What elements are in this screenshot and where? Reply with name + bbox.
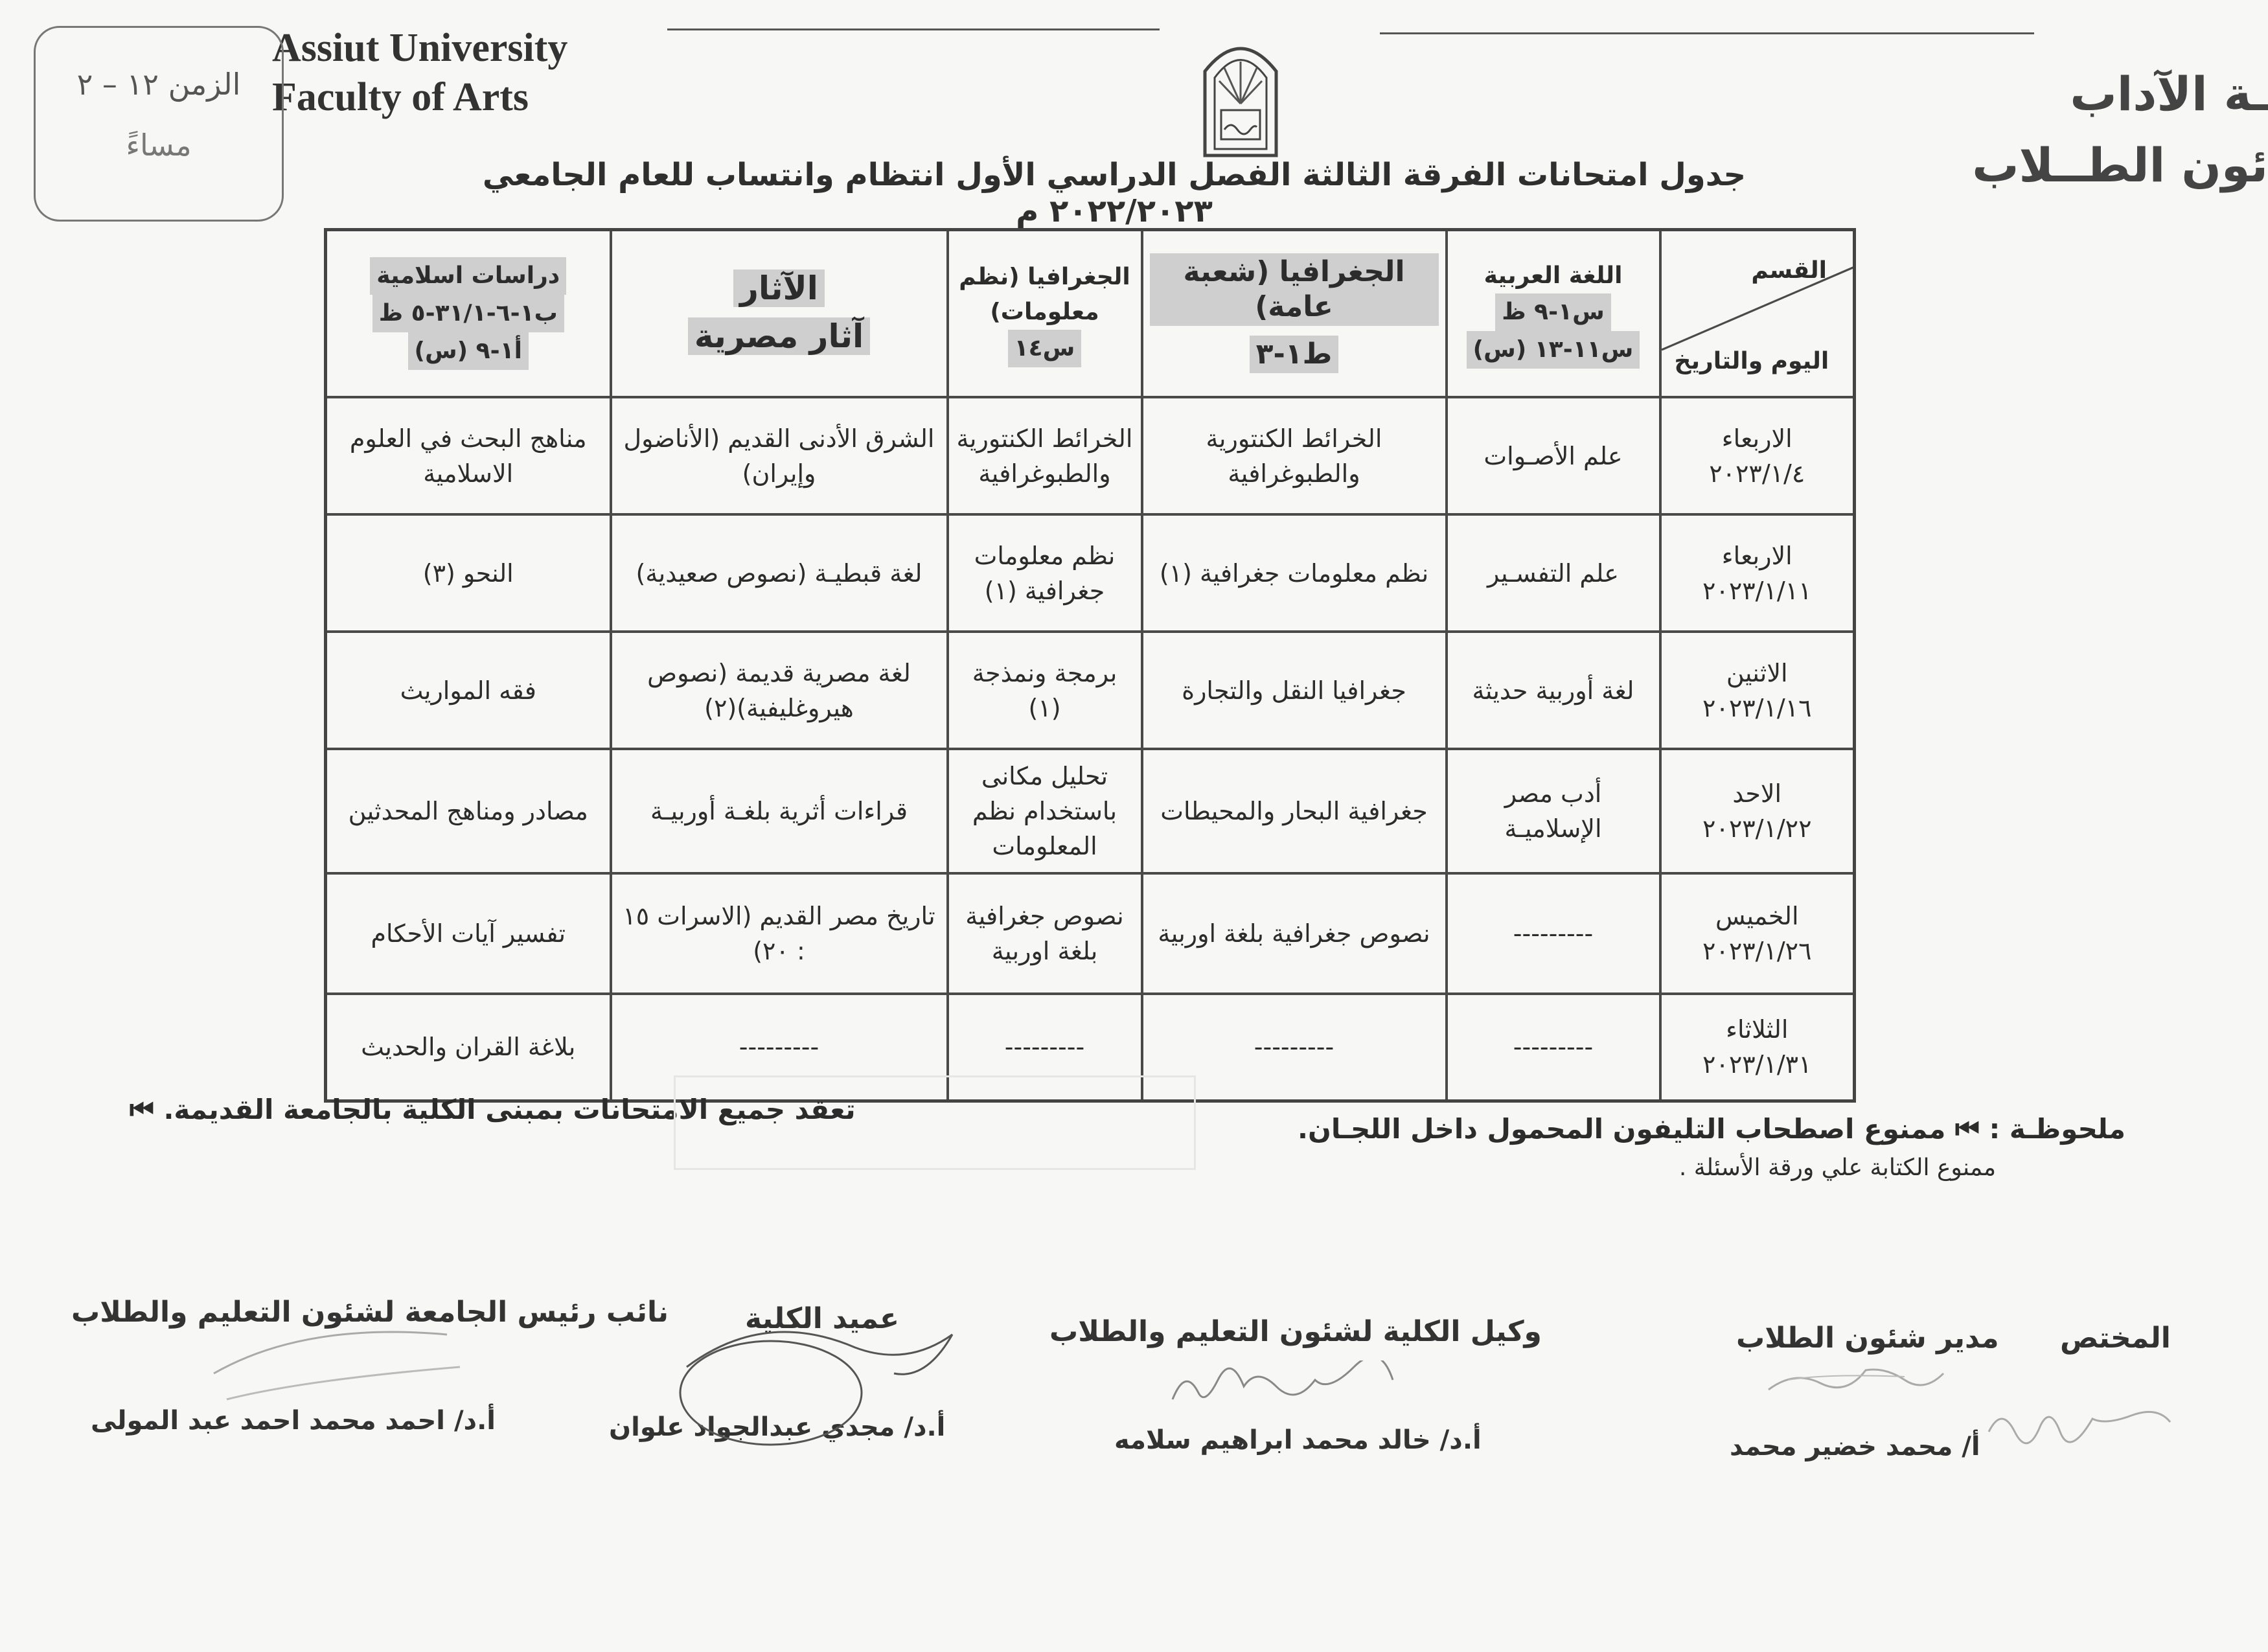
university-seal-icon: [1192, 26, 1289, 162]
exam-cell: نصوص جغرافية بلغة اوربية: [1142, 873, 1447, 994]
exam-cell: نصوص جغرافية بلغة اوربية: [948, 873, 1142, 994]
column-title: الجغرافيا (شعبة عامة): [1150, 253, 1439, 326]
signature-title-specialist: المختص: [2060, 1322, 2171, 1355]
university-line: Assiut University: [272, 26, 568, 70]
column-room: ط١-٣: [1250, 336, 1339, 373]
signature-title-dean: عميد الكلية: [745, 1302, 900, 1335]
note-writing-text: ممنوع الكتابة علي ورقة الأسئلة .: [1678, 1154, 1996, 1181]
table-row: [326, 397, 1855, 514]
exam-cell: مناهج البحث في العلوم الاسلامية: [326, 397, 611, 514]
column-subtitle: آثار مصرية: [688, 317, 870, 355]
column-room: ب١-٦-٣١/١-٥ ظ: [372, 295, 564, 332]
handwritten-signature-icon: [1982, 1393, 2177, 1451]
exam-time-box: [34, 26, 284, 222]
day-date-cell: [1660, 514, 1855, 632]
date-label: ٢٠٢٣/١/٣١: [1702, 1050, 1812, 1079]
day-label: الاثنين: [1726, 658, 1788, 687]
date-label: ٢٠٢٣/١/٢٦: [1702, 936, 1812, 965]
day-label: الاربعاء: [1721, 424, 1793, 453]
column-title: الآثار: [733, 270, 825, 307]
day-label: الثلاثاء: [1726, 1015, 1789, 1044]
corner-header-cell: [1660, 230, 1855, 398]
signature-name-student-affairs: أ/ محمد خضير محمد: [1730, 1432, 1980, 1462]
exam-schedule-table: [324, 228, 1856, 1103]
exam-cell: أدب مصر الإسلاميـة: [1447, 749, 1660, 873]
note-phone-text: ممنوع اصطحاب التليفون المحمول داخل اللجـان.: [1298, 1113, 1946, 1145]
signature-name-vice-dean: أ.د/ خالد محمد ابراهيم سلامه: [1114, 1425, 1482, 1455]
schedule-title: جدول امتحانات الفرقة الثالثة الفصل الدراسي الأول انتظام وانتساب للعام الجامعي ٢٠٢٢/٢٠٢٣ م: [482, 157, 1747, 229]
column-title: الجغرافيا (نظم: [959, 264, 1130, 291]
handwritten-signature-icon: [661, 1309, 972, 1451]
signature-title-vice-dean: وكيل الكلية لشئون التعليم والطلاب: [1049, 1315, 1542, 1348]
day-label: الخميس: [1715, 901, 1799, 930]
exam-cell: برمجة ونمذجة (١): [948, 632, 1142, 749]
signature-name-dean: أ.د/ مجدي عبدالجواد علوان: [609, 1412, 946, 1442]
exam-cell: تاريخ مصر القديم (الاسرات ١٥ : ٢٠): [611, 873, 948, 994]
faculty-arabic-line1: ـة الآداب: [2070, 67, 2268, 121]
exam-cell: علم التفسـير: [1447, 514, 1660, 632]
column-header-arabic: [1447, 230, 1660, 398]
day-date-cell: [1660, 632, 1855, 749]
exam-cell: ---------: [611, 994, 948, 1101]
column-header-islamic-studies: [326, 230, 611, 398]
university-name-english: [272, 23, 567, 122]
exam-cell: فقه المواريث: [326, 632, 611, 749]
table-row: [326, 632, 1855, 749]
note-prefix: ملحوظـة :: [1989, 1113, 2125, 1145]
exam-time-label: الزمن ١٢ – ٢: [76, 67, 241, 102]
exam-cell: لغة قبطيـة (نصوص صعيدية): [611, 514, 948, 632]
handwritten-signature-icon: [207, 1315, 479, 1412]
column-room: س١١-١٣ (س): [1467, 331, 1640, 369]
table-row: [326, 749, 1855, 873]
exam-cell: نظم معلومات جغرافية (١): [948, 514, 1142, 632]
signature-name-vice-president: أ.د/ احمد محمد احمد عبد المولى: [91, 1406, 496, 1436]
exam-cell: مصادر ومناهج المحدثين: [326, 749, 611, 873]
exam-cell: النحو (٣): [326, 514, 611, 632]
column-title: معلومات): [990, 299, 1099, 326]
day-date-cell: [1660, 873, 1855, 994]
exam-cell: ---------: [1447, 994, 1660, 1101]
day-date-cell: [1660, 994, 1855, 1101]
date-label: ٢٠٢٣/١/١٦: [1702, 693, 1812, 722]
exam-cell: الخرائط الكنتورية والطبوغرافية: [948, 397, 1142, 514]
exam-cell: لغة أوربية حديثة: [1447, 632, 1660, 749]
header-rule-left: [667, 29, 1160, 30]
column-header-geography-gis: [948, 230, 1142, 398]
note-line-writing: [1154, 1154, 1996, 1181]
exam-cell: ---------: [1447, 873, 1660, 994]
column-header-archaeology: [611, 230, 948, 398]
day-date-cell: [1660, 397, 1855, 514]
exam-cell: الخرائط الكنتورية والطبوغرافية: [1142, 397, 1447, 514]
column-title: اللغة العربية: [1483, 262, 1623, 290]
table-header-row: [326, 230, 1855, 398]
corner-bottom-label: اليوم والتاريخ: [1674, 348, 1829, 375]
faculty-arabic-line2: ئون الطــلاب: [1972, 138, 2268, 192]
exam-cell: تحليل مكانى باستخدام نظم المعلومات: [948, 749, 1142, 873]
exam-cell: ---------: [1142, 994, 1447, 1101]
day-label: الاربعاء: [1721, 541, 1793, 570]
exam-time-period: مساءً: [126, 128, 192, 163]
table-row: [326, 873, 1855, 994]
signature-title-student-affairs: مدير شئون الطلاب: [1736, 1322, 1999, 1355]
date-label: ٢٠٢٣/١/٤: [1709, 459, 1805, 488]
exam-cell: جغرافيا النقل والتجارة: [1142, 632, 1447, 749]
date-label: ٢٠٢٣/١/١١: [1702, 576, 1812, 605]
table-row: [326, 514, 1855, 632]
column-room: س١-٩ ظ: [1495, 293, 1611, 331]
header-rule-right: [1380, 32, 2034, 34]
corner-top-label: القسم: [1751, 257, 1827, 284]
signature-title-vice-president: نائب رئيس الجامعة لشئون التعليم والطلاب: [71, 1296, 669, 1329]
exam-cell: ---------: [948, 994, 1142, 1101]
handwritten-signature-icon: [1166, 1360, 1399, 1412]
column-header-geography-general: [1142, 230, 1447, 398]
exam-cell: بلاغة القران والحديث: [326, 994, 611, 1101]
date-label: ٢٠٢٣/١/٢٢: [1702, 814, 1812, 843]
exam-cell: جغرافية البحار والمحيطات: [1142, 749, 1447, 873]
faculty-arabic-header: [1905, 58, 2268, 201]
column-room: س١٤: [1008, 330, 1082, 367]
exam-cell: تفسير آيات الأحكام: [326, 873, 611, 994]
exam-cell: قراءات أثرية بلغـة أوربيـة: [611, 749, 948, 873]
exam-cell: لغة مصرية قديمة (نصوص هيروغليفية)(٢): [611, 632, 948, 749]
note-location-text: تعقد جميع الامتحانات بمبنى الكلية بالجامعة القديمة.: [163, 1094, 856, 1125]
day-label: الاحد: [1732, 779, 1782, 808]
day-date-cell: [1660, 749, 1855, 873]
note-line-phone: [1219, 1113, 2125, 1145]
fast-forward-icon: ⏮: [1955, 1113, 1980, 1145]
column-room: أ١-٩ (س): [408, 332, 529, 370]
exam-cell: الشرق الأدنى القديم (الأناضول وإيران): [611, 397, 948, 514]
fast-forward-icon: ⏮: [130, 1094, 154, 1125]
exam-cell: نظم معلومات جغرافية (١): [1142, 514, 1447, 632]
bleed-through-band: [674, 1075, 1196, 1170]
handwritten-signature-icon: [1762, 1354, 1956, 1406]
faculty-line: Faculty of Arts: [272, 75, 529, 119]
column-title: دراسات اسلامية: [370, 257, 566, 295]
exam-cell: علم الأصـوات: [1447, 397, 1660, 514]
